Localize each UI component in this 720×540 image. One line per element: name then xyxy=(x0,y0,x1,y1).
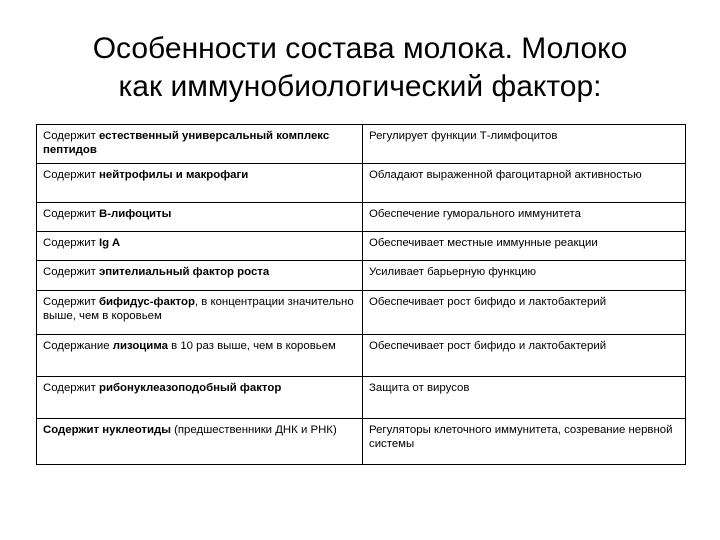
slide-title-line-2: как иммунобиологический фактор: xyxy=(118,70,602,103)
table-row xyxy=(37,291,686,335)
component-name-bold: В-лифоциты xyxy=(99,208,172,220)
component-text: , в концентрации значительно выше, чем в коровьем xyxy=(43,296,354,322)
component-name-bold: рибонуклеазоподобный фактор xyxy=(99,382,282,394)
component-cell xyxy=(37,203,363,232)
table-row xyxy=(37,335,686,377)
function-cell: Регулирует функции Т-лимфоцитов xyxy=(363,125,686,164)
component-text: Содержит xyxy=(43,237,99,249)
component-text: Содержание xyxy=(43,340,113,352)
function-cell: Обеспечивает местные иммунные реакции xyxy=(363,232,686,261)
function-cell: Усиливает барьерную функцию xyxy=(363,261,686,291)
component-cell xyxy=(37,125,363,164)
component-name-bold: естественный универсальный комплекс пептидов xyxy=(43,130,330,156)
component-text: (предшественники ДНК и РНК) xyxy=(170,424,337,436)
component-name-bold: бифидус-фактор xyxy=(99,296,195,308)
function-cell: Обеспечивает рост бифидо и лактобактерий xyxy=(363,291,686,335)
component-name-bold: Ig A xyxy=(99,237,121,249)
component-cell xyxy=(37,261,363,291)
function-cell: Регуляторы клеточного иммунитета, созревание нервной системы xyxy=(363,419,686,465)
slide-title-line-1: Особенности состава молока. Молоко xyxy=(92,32,628,65)
component-name-bold: нейтрофилы и макрофаги xyxy=(99,169,249,181)
function-cell: Обладают выраженной фагоцитарной активностью xyxy=(363,164,686,203)
slide-title xyxy=(20,30,700,106)
table-body xyxy=(37,125,686,465)
table-row xyxy=(37,125,686,164)
table-row xyxy=(37,419,686,465)
component-text: Содержит xyxy=(43,130,99,142)
component-text: Содержит xyxy=(43,296,99,308)
function-cell: Обеспечение гуморального иммунитета xyxy=(363,203,686,232)
function-cell: Обеспечивает рост бифидо и лактобактерий xyxy=(363,335,686,377)
component-text: Содержит xyxy=(43,208,99,220)
component-name-bold: Содержит нуклеотиды xyxy=(43,424,171,436)
component-cell xyxy=(37,232,363,261)
component-cell xyxy=(37,164,363,203)
table-row xyxy=(37,203,686,232)
milk-features-table xyxy=(36,124,686,465)
component-text: Содержит xyxy=(43,382,99,394)
component-text: в 10 раз выше, чем в коровьем xyxy=(167,340,336,352)
component-cell xyxy=(37,419,363,465)
component-text: Содержит xyxy=(43,169,99,181)
table-row xyxy=(37,232,686,261)
component-text: Содержит xyxy=(43,266,99,278)
component-cell xyxy=(37,335,363,377)
table-row xyxy=(37,164,686,203)
component-name-bold: лизоцима xyxy=(112,340,168,352)
table-row xyxy=(37,377,686,419)
function-cell: Защита от вирусов xyxy=(363,377,686,419)
component-cell xyxy=(37,291,363,335)
table-row xyxy=(37,261,686,291)
component-cell xyxy=(37,377,363,419)
component-name-bold: эпителиальный фактор роста xyxy=(99,266,270,278)
